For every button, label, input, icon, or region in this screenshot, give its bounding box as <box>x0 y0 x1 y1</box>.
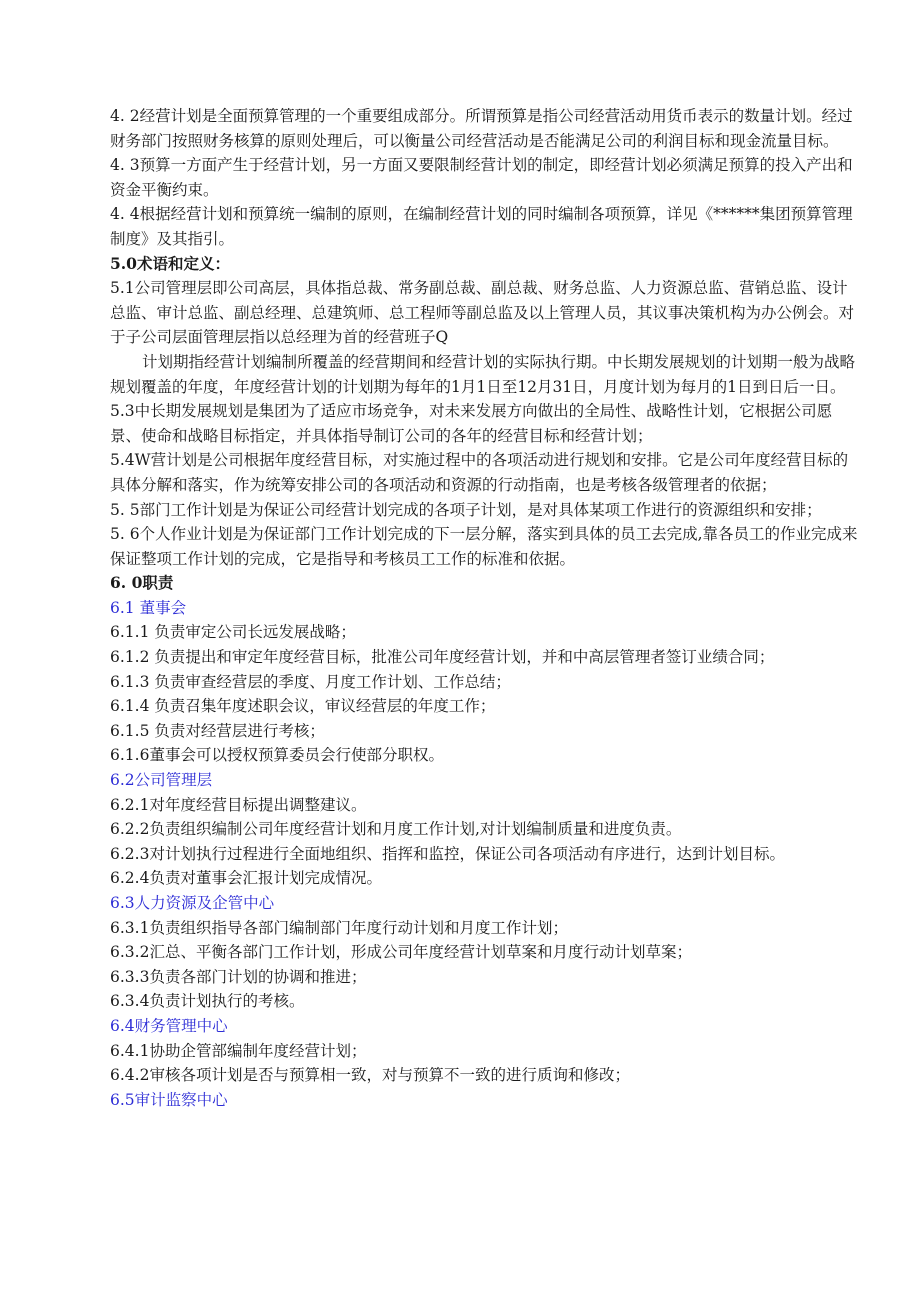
paragraph-5-3: 5.3中长期发展规划是集团为了适应市场竞争，对未来发展方向做出的全局性、战略性计划，它根据公司愿景、使命和战略目标指定，并具体指导制订公司的各年的经营目标和经营计划； <box>110 402 833 445</box>
item-6-2-1: 6.2.1对年度经营目标提出调整建议。 <box>110 795 367 814</box>
item-6-1-3: 6.1.3 负责审查经营层的季度、月度工作计划、工作总结； <box>110 672 511 691</box>
item-6-2-4: 6.2.4负责对董事会汇报计划完成情况。 <box>110 869 382 888</box>
item-6-3-1: 6.3.1负责组织指导各部门编制部门年度行动计划和月度工作计划； <box>110 918 568 937</box>
document-body <box>110 104 860 1112</box>
item-6-2-2: 6.2.2负责组织编制公司年度经营计划和月度工作计划,对计划编制质量和进度负责。 <box>110 820 682 839</box>
section-heading-5: 5.0术语和定义： <box>110 253 230 273</box>
item-6-4-2: 6.4.2审核各项计划是否与预算相一致，对与预算不一致的进行质询和修改； <box>110 1066 630 1085</box>
paragraph-4-2: 4. 2经营计划是全面预算管理的一个重要组成部分。所谓预算是指公司经营活动用货币表示的数量计划。经过财务部门按照财务核算的原则处理后，可以衡量公司经营活动是否能满足公司的利润目标和现金流量目标。 <box>110 107 853 150</box>
item-6-1-5: 6.1.5 负责对经营层进行考核； <box>110 721 325 740</box>
subheading-6-2: 6.2公司管理层 <box>110 771 213 790</box>
paragraph-4-3: 4. 3预算一方面产生于经营计划，另一方面又要限制经营计划的制定，即经营计划必须满足预算的投入产出和资金平衡约束。 <box>110 156 853 199</box>
subheading-6-3: 6.3人力资源及企管中心 <box>110 894 275 912</box>
subheading-6-4: 6.4财务管理中心 <box>110 1016 228 1035</box>
item-6-1-2: 6.1.2 负责提出和审定年度经营目标，批准公司年度经营计划，并和中高层管理者签订业绩合同； <box>110 648 775 667</box>
paragraph-plan-period: 计划期指经营计划编制所覆盖的经营期间和经营计划的实际执行期。中长期发展规划的计划期一般为战略规划覆盖的年度，年度经营计划的计划期为每年的1月1日至12月31日，月度计划为每月的1日到日后一日。 <box>110 352 856 396</box>
item-6-1-6: 6.1.6董事会可以授权预算委员会行使部分职权。 <box>110 746 444 765</box>
item-6-1-1: 6.1.1 负责审定公司长远发展战略； <box>110 623 356 642</box>
subheading-6-1: 6.1 董事会 <box>110 598 187 617</box>
paragraph-4-4: 4. 4根据经营计划和预算统一编制的原则，在编制经营计划的同时编制各项预算，详见《******集团预算管理制度》及其指引。 <box>110 205 853 248</box>
paragraph-5-5: 5. 5部门工作计划是为保证公司经营计划完成的各项子计划，是对具体某项工作进行的资源组织和安排； <box>110 500 822 519</box>
paragraph-5-6: 5. 6个人作业计划是为保证部门工作计划完成的下一层分解，落实到具体的员工去完成,靠各员工的作业完成来保证整项工作计划的完成，它是指导和考核员工工作的标准和依据。 <box>110 525 858 568</box>
paragraph-5-1: 5.1公司管理层即公司高层，具体指总裁、常务副总裁、副总裁、财务总监、人力资源总监、营销总监、设计总监、审计总监、副总经理、总建筑师、总工程师等副总监及以上管理人员，其议事决策机构为办公例会。对于子公司层面管理层指以总经理为首的经营班子Q <box>110 279 855 347</box>
item-6-1-4: 6.1.4 负责召集年度述职会议，审议经营层的年度工作； <box>110 697 496 716</box>
section-heading-6: 6. 0职责 <box>110 573 174 593</box>
item-6-4-1: 6.4.1协助企管部编制年度经营计划； <box>110 1041 367 1060</box>
paragraph-5-4: 5.4W营计划是公司根据年度经营目标，对实施过程中的各项活动进行规划和安排。它是公司年度经营目标的具体分解和落实，作为统筹安排公司的各项活动和资源的行动指南，也是考核各级管理者的依据； <box>110 451 849 494</box>
item-6-3-2: 6.3.2汇总、平衡各部门工作计划，形成公司年度经营计划草案和月度行动计划草案； <box>110 943 692 962</box>
item-6-2-3: 6.2.3对计划执行过程进行全面地组织、指挥和监控，保证公司各项活动有序进行，达到计划目标。 <box>110 844 785 863</box>
item-6-3-3: 6.3.3负责各部门计划的协调和推进； <box>110 967 367 986</box>
item-6-3-4: 6.3.4负责计划执行的考核。 <box>110 992 305 1011</box>
subheading-6-5: 6.5审计监察中心 <box>110 1090 228 1109</box>
